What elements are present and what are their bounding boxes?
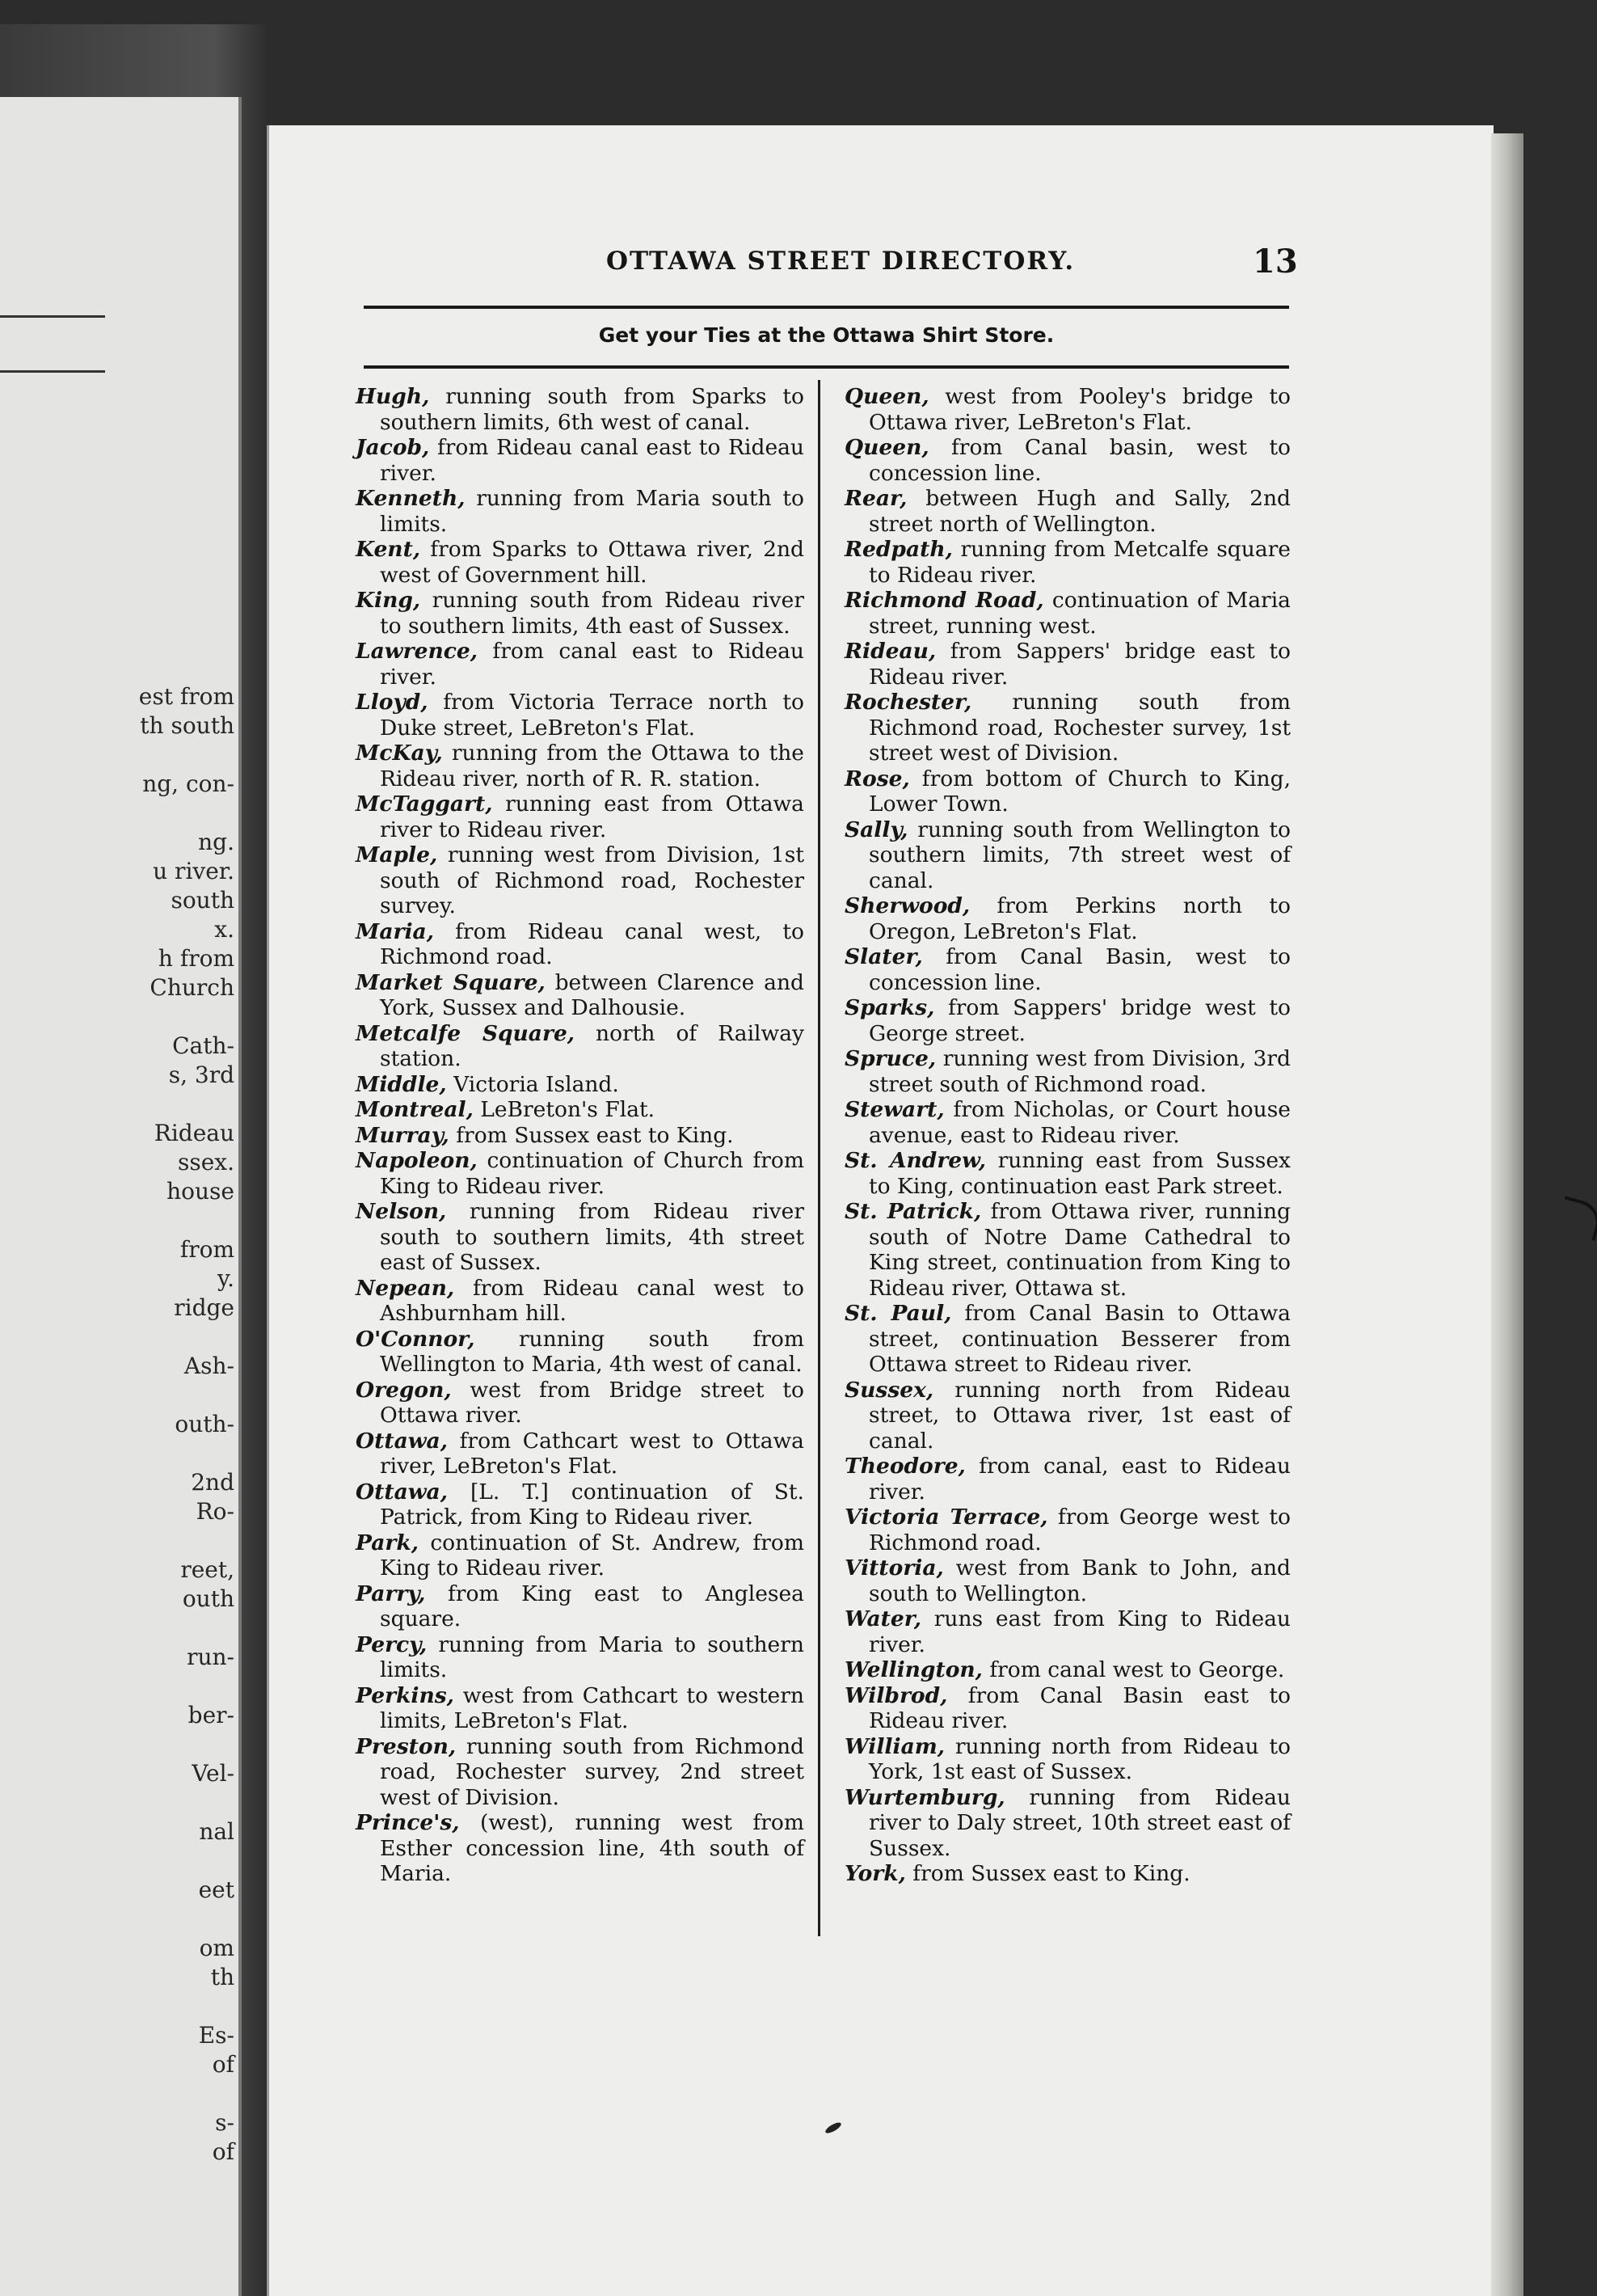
street-description: running west from Division, 1st south of Richmond road, Rochester survey.: [380, 842, 804, 918]
street-description: between Hugh and Sally, 2nd street north of Wellington.: [869, 486, 1291, 537]
street-description: running from the Ottawa to the Rideau river, north of R. R. station.: [380, 741, 804, 791]
street-entry: [356, 1148, 804, 1199]
street-description: runs east from King to Rideau river.: [869, 1606, 1291, 1657]
street-name: Nepean,: [356, 1275, 455, 1301]
facing-page-fragment: y.: [217, 1265, 234, 1292]
street-description: from Sappers' bridge east to Rideau river.: [869, 639, 1291, 690]
column-divider: [818, 380, 820, 1936]
street-description: from Victoria Terrace north to Duke street, LeBreton's Flat.: [380, 690, 804, 741]
street-name: Maple,: [356, 842, 438, 867]
street-entry: [356, 1734, 804, 1811]
street-description: between Clarence and York, Sussex and Dalhousie.: [380, 969, 804, 1020]
street-description: from Sussex east to King.: [912, 1861, 1190, 1886]
street-description: from bottom of Church to King, Lower Town.: [869, 766, 1291, 817]
header-rule-top: [364, 306, 1289, 309]
facing-page-fragment: Es-: [198, 2022, 234, 2049]
street-name: St. Patrick,: [845, 1199, 982, 1224]
street-description: [L. T.] continuation of St. Patrick, from King to Rideau river.: [380, 1479, 804, 1530]
street-description: from Sparks to Ottawa river, 2nd west of Government hill.: [380, 537, 804, 588]
facing-page-fragment: Ash-: [183, 1353, 234, 1379]
street-name: Oregon,: [356, 1377, 452, 1403]
facing-page: [0, 97, 242, 2296]
street-description: running from Maria south to limits.: [380, 486, 804, 537]
street-name: Kent,: [356, 537, 421, 562]
street-name: Richmond Road,: [845, 588, 1044, 613]
facing-page-fragment: s, 3rd: [168, 1061, 234, 1088]
facing-page-fragment: th: [210, 1964, 234, 1990]
street-name: King,: [356, 588, 421, 613]
street-description: from canal east to Rideau river.: [380, 639, 804, 690]
street-description: from Canal Basin to Ottawa street, continuation Besserer from Ottawa street to Rideau river.: [869, 1301, 1291, 1377]
street-name: Hugh,: [356, 384, 430, 409]
street-entry: [845, 766, 1291, 817]
street-description: west from Pooley's bridge to Ottawa river, LeBreton's Flat.: [869, 384, 1291, 435]
street-entry: [845, 1301, 1291, 1378]
street-description: west from Bank to John, and south to Wellington.: [869, 1555, 1291, 1606]
street-description: west from Bridge street to Ottawa river.: [380, 1377, 804, 1428]
street-description: from King east to Anglesea square.: [380, 1581, 804, 1631]
street-description: running from Maria to southern limits.: [380, 1631, 804, 1682]
page-number: 13: [1253, 243, 1298, 281]
street-description: running east from Ottawa river to Rideau river.: [380, 791, 804, 842]
street-description: from Canal Basin east to Rideau river.: [869, 1682, 1291, 1733]
street-entry: [845, 893, 1291, 944]
facing-page-fragment: om: [199, 1935, 234, 1961]
street-description: running south from Richmond road, Rochester survey, 2nd street west of Division.: [380, 1733, 804, 1810]
street-entry: [356, 1683, 804, 1734]
street-description: running south from Sparks to southern limits, 6th west of canal.: [380, 384, 804, 435]
street-name: O'Connor,: [356, 1326, 475, 1352]
street-description: running south from Wellington to southern limits, 7th street west of canal.: [869, 817, 1291, 893]
street-entry: [845, 1505, 1291, 1555]
street-description: from George west to Richmond road.: [869, 1505, 1291, 1555]
left-column: [356, 384, 804, 1887]
street-description: running from Rideau river south to southern limits, 4th street east of Sussex.: [380, 1199, 804, 1275]
street-name: Spruce,: [845, 1046, 937, 1071]
facing-page-fragment: Ro-: [196, 1498, 234, 1525]
street-entry: [356, 537, 804, 588]
street-name: Stewart,: [845, 1097, 945, 1122]
street-name: St. Andrew,: [845, 1148, 987, 1173]
street-entry: [845, 1861, 1291, 1887]
facing-page-rule: [0, 315, 105, 318]
street-description: from Perkins north to Oregon, LeBreton's Flat.: [869, 893, 1291, 944]
facing-page-fragment: from: [179, 1236, 234, 1263]
street-description: continuation of Maria street, running west.: [869, 588, 1291, 639]
street-entry: [845, 1785, 1291, 1862]
running-head: OTTAWA STREET DIRECTORY.: [606, 247, 1076, 276]
street-entry: [845, 1606, 1291, 1657]
street-description: from canal, east to Rideau river.: [869, 1454, 1291, 1505]
street-entry: [845, 1683, 1291, 1734]
facing-page-fragment: ridge: [174, 1294, 234, 1321]
facing-page-fragment: outh: [182, 1585, 234, 1612]
facing-page-fragment: ssex.: [178, 1149, 234, 1175]
facing-page-fragment: x.: [214, 916, 234, 943]
facing-page-fragment: run-: [187, 1644, 234, 1670]
street-description: from Rideau canal east to Rideau river.: [380, 435, 804, 486]
street-description: Victoria Island.: [453, 1071, 619, 1097]
street-entry: [845, 944, 1291, 995]
street-name: Theodore,: [845, 1454, 966, 1479]
facing-page-fragment: 2nd: [191, 1469, 234, 1496]
facing-page-fragment: Rideau: [154, 1120, 234, 1146]
street-name: Prince's,: [356, 1810, 460, 1835]
street-entry: [845, 690, 1291, 766]
street-entry: [356, 970, 804, 1021]
facing-page-fragment: h from: [158, 945, 234, 972]
street-entry: [356, 1123, 804, 1149]
street-entry: [845, 486, 1291, 537]
street-entry: [845, 1734, 1291, 1785]
street-description: west from Cathcart to western limits, LeBreton's Flat.: [380, 1682, 804, 1733]
street-name: Rideau,: [845, 639, 937, 664]
street-name: Murray,: [356, 1122, 449, 1148]
street-description: running south from Richmond road, Rochester survey, 1st street west of Division.: [869, 690, 1291, 766]
street-name: St. Paul,: [845, 1301, 952, 1326]
street-description: from Rideau canal west to Ashburnham hill.: [380, 1275, 804, 1326]
street-entry: [845, 995, 1291, 1046]
street-entry: [356, 384, 804, 435]
facing-page-rule: [0, 370, 105, 373]
street-name: Perkins,: [356, 1682, 454, 1708]
street-entry: [845, 1378, 1291, 1454]
street-entry: [845, 435, 1291, 486]
facing-page-fragment: nal: [199, 1818, 234, 1845]
facing-page-fragment: th south: [140, 712, 234, 739]
street-description: (west), running west from Esther concession line, 4th south of Maria.: [380, 1810, 804, 1886]
street-description: from Ottawa river, running south of Notre Dame Cathedral to King street, continuation from King to Rideau river, Ottawa st.: [869, 1199, 1291, 1301]
street-name: Middle,: [356, 1071, 447, 1097]
street-name: McKay,: [356, 741, 443, 766]
street-entry: [356, 588, 804, 639]
street-description: from Canal basin, west to concession line.: [869, 435, 1291, 486]
street-name: Percy,: [356, 1631, 428, 1657]
street-name: Water,: [845, 1606, 921, 1631]
street-name: Market Square,: [356, 969, 546, 995]
facing-page-fragment: s-: [215, 2109, 234, 2136]
street-entry: [356, 1199, 804, 1276]
street-entry: [845, 1657, 1291, 1683]
street-entry: [356, 1429, 804, 1479]
facing-page-fragment: ber-: [188, 1702, 234, 1728]
street-entry: [356, 919, 804, 970]
street-name: Parry,: [356, 1581, 426, 1606]
facing-page-fragment: of: [212, 2138, 234, 2165]
street-name: Kenneth,: [356, 486, 466, 511]
street-description: running east from Sussex to King, continuation east Park street.: [869, 1148, 1291, 1199]
street-description: from Sappers' bridge west to George street.: [869, 995, 1291, 1046]
facing-page-fragment: Vel-: [192, 1760, 234, 1787]
street-name: Sally,: [845, 817, 908, 842]
street-name: Metcalfe Square,: [356, 1020, 575, 1046]
street-entry: [356, 741, 804, 791]
street-description: from Nicholas, or Court house avenue, east to Rideau river.: [869, 1097, 1291, 1148]
street-entry: [845, 384, 1291, 435]
header-rule-bottom: [364, 365, 1289, 369]
street-name: York,: [845, 1861, 906, 1886]
facing-page-fragment: eet: [198, 1876, 234, 1903]
street-entry: [845, 1097, 1291, 1148]
street-name: Napoleon,: [356, 1148, 478, 1173]
street-description: from Sussex east to King.: [456, 1122, 734, 1148]
street-entry: [356, 1810, 804, 1887]
street-entry: [845, 639, 1291, 690]
street-name: Queen,: [845, 384, 929, 409]
street-name: Ottawa,: [356, 1428, 448, 1454]
street-description: running from Rideau river to Daly street, 10th street east of Sussex.: [869, 1784, 1291, 1861]
page-edge: [1491, 133, 1523, 2296]
street-name: Montreal,: [356, 1097, 474, 1122]
facing-page-fragment: reet,: [180, 1556, 234, 1583]
street-entry: [845, 817, 1291, 894]
street-entry: [356, 1021, 804, 1072]
street-entry: [356, 791, 804, 842]
street-entry: [845, 1148, 1291, 1199]
street-entry: [356, 842, 804, 919]
advertisement-line: Get your Ties at the Ottawa Shirt Store.: [598, 323, 1055, 347]
street-name: McTaggart,: [356, 791, 493, 817]
street-name: Wurtemburg,: [845, 1784, 1005, 1810]
margin-mark: [1556, 1196, 1597, 1240]
street-entry: [356, 435, 804, 486]
street-entry: [845, 588, 1291, 639]
street-name: William,: [845, 1733, 945, 1759]
street-name: Sherwood,: [845, 893, 971, 918]
street-entry: [356, 486, 804, 537]
street-name: Wellington,: [845, 1657, 983, 1682]
facing-page-fragment: south: [171, 887, 234, 914]
facing-page-fragment: est from: [138, 683, 234, 710]
street-description: from Rideau canal west, to Richmond road.: [380, 918, 804, 969]
street-name: Redpath,: [845, 537, 953, 562]
facing-page-fragment: ng.: [198, 829, 234, 855]
street-entry: [845, 1046, 1291, 1097]
street-name: Rochester,: [845, 690, 972, 715]
facing-page-fragment: outh-: [175, 1411, 234, 1437]
street-name: Nelson,: [356, 1199, 447, 1224]
street-entry: [845, 1199, 1291, 1301]
street-entry: [356, 1479, 804, 1530]
street-entry: [356, 639, 804, 690]
street-entry: [356, 1327, 804, 1378]
street-description: from canal west to George.: [989, 1657, 1285, 1682]
street-entry: [356, 1378, 804, 1429]
street-name: Vittoria,: [845, 1555, 944, 1581]
right-column: [845, 384, 1291, 1887]
street-name: Preston,: [356, 1733, 457, 1759]
street-entry: [356, 1072, 804, 1098]
facing-page-fragment: ng, con-: [142, 770, 234, 797]
facing-page-fragment: u river.: [153, 858, 234, 884]
street-description: running south from Wellington to Maria, 4th west of canal.: [380, 1326, 804, 1377]
street-name: Ottawa,: [356, 1479, 448, 1505]
street-entry: [356, 1276, 804, 1327]
street-name: Rear,: [845, 486, 908, 511]
street-description: running from Metcalfe square to Rideau river.: [869, 537, 1291, 588]
street-name: Park,: [356, 1530, 419, 1555]
street-description: running north from Rideau to York, 1st east of Sussex.: [869, 1733, 1291, 1784]
facing-page-fragment: of: [212, 2051, 234, 2078]
street-entry: [845, 1555, 1291, 1606]
street-description: running north from Rideau street, to Ottawa river, 1st east of canal.: [869, 1377, 1291, 1454]
street-description: north of Railway station.: [380, 1020, 804, 1071]
street-description: from Canal Basin, west to concession line.: [869, 944, 1291, 995]
street-description: continuation of St. Andrew, from King to Rideau river.: [380, 1530, 804, 1581]
street-name: Rose,: [845, 766, 910, 791]
street-entry: [356, 1097, 804, 1123]
street-entry: [356, 1581, 804, 1632]
street-name: Sussex,: [845, 1377, 934, 1403]
street-description: running west from Division, 3rd street south of Richmond road.: [869, 1046, 1291, 1097]
street-entry: [845, 1454, 1291, 1505]
street-name: Victoria Terrace,: [845, 1505, 1048, 1530]
street-name: Jacob,: [356, 435, 430, 460]
street-name: Sparks,: [845, 995, 935, 1020]
facing-page-fragment: Church: [150, 974, 234, 1001]
street-description: continuation of Church from King to Rideau river.: [380, 1148, 804, 1199]
street-name: Maria,: [356, 918, 434, 944]
street-name: Lawrence,: [356, 639, 478, 664]
street-description: LeBreton's Flat.: [480, 1097, 655, 1122]
street-name: Queen,: [845, 435, 929, 460]
street-description: from Cathcart west to Ottawa river, LeBreton's Flat.: [380, 1428, 804, 1479]
street-description: running south from Rideau river to southern limits, 4th east of Sussex.: [380, 588, 804, 639]
street-entry: [356, 690, 804, 741]
street-name: Wilbrod,: [845, 1682, 948, 1708]
street-entry: [845, 537, 1291, 588]
street-entry: [356, 1530, 804, 1581]
facing-page-fragment: house: [166, 1178, 234, 1205]
facing-page-fragment: Cath-: [172, 1032, 234, 1059]
street-name: Lloyd,: [356, 690, 428, 715]
street-name: Slater,: [845, 944, 923, 969]
street-entry: [356, 1632, 804, 1683]
